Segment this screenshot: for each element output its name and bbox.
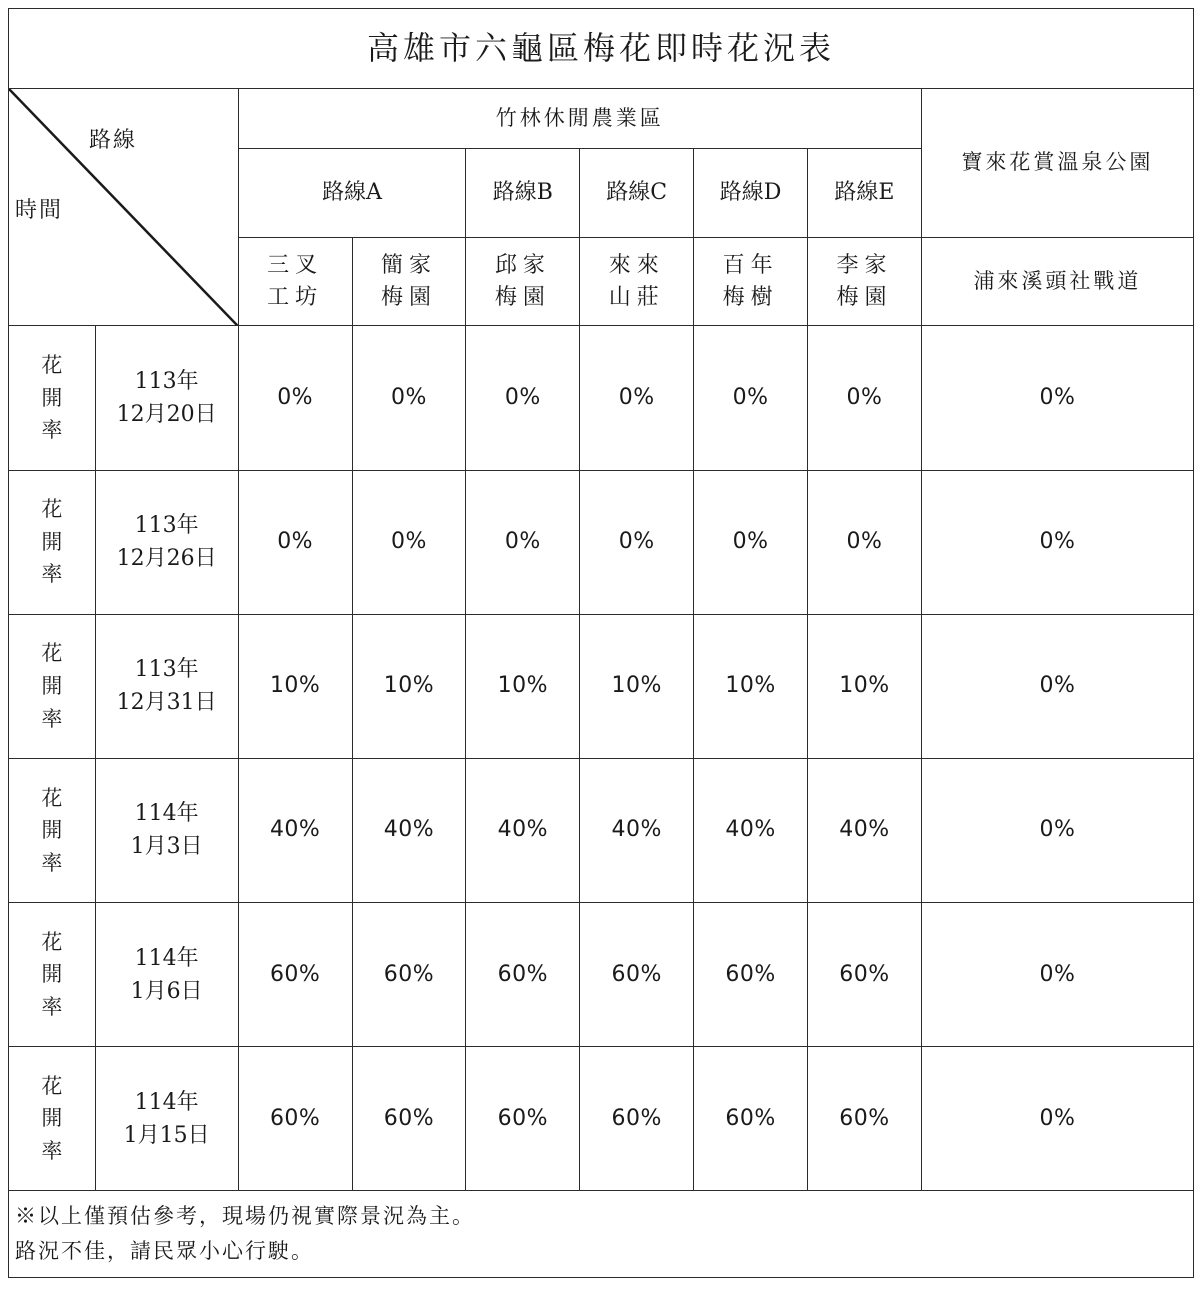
onsen-rate-value: 0% (921, 326, 1193, 470)
date-year: 113年 (134, 369, 199, 395)
bloom-rate-value: 0% (238, 326, 352, 470)
bloom-rate-value: 40% (238, 758, 352, 902)
route-axis-label: 路線 (89, 127, 138, 153)
bloom-rate-value: 40% (694, 758, 808, 902)
onsen-rate-value: 0% (921, 470, 1193, 614)
route-header-c: 路線C (580, 149, 694, 238)
spot-header (352, 237, 466, 326)
bloom-rate-value: 40% (580, 758, 694, 902)
bloom-rate-value: 10% (808, 614, 922, 758)
bloom-rate-value: 0% (352, 470, 466, 614)
spot-name-line: 梅園 (836, 284, 893, 310)
bloom-rate-char: 率 (41, 994, 63, 1019)
spot-name-line: 梅樹 (722, 284, 779, 310)
spot-name-line: 三叉 (267, 252, 324, 278)
bloom-rate-value: 60% (466, 1047, 580, 1191)
date-year: 114年 (134, 1089, 199, 1115)
footer-notes (9, 1191, 1194, 1278)
bloom-rate-value: 60% (808, 902, 922, 1046)
baolai-park-header: 寶來花賞溫泉公園 (921, 88, 1193, 237)
bloom-rate-char: 花 (41, 929, 63, 954)
bloom-rate-char: 開 (41, 674, 63, 698)
date-day: 12月20日 (116, 402, 217, 428)
spot-header (694, 237, 808, 326)
route-header-e: 路線E (808, 149, 922, 238)
bloom-rate-char: 率 (41, 418, 63, 443)
date-day: 1月3日 (130, 834, 203, 860)
date-year: 113年 (134, 513, 199, 539)
bloom-rate-value: 0% (580, 470, 694, 614)
onsen-rate-value: 0% (921, 902, 1193, 1046)
bloom-rate-value: 0% (580, 326, 694, 470)
date-year: 114年 (134, 801, 199, 827)
date-day: 12月26日 (116, 546, 217, 572)
bloom-rate-label (9, 470, 96, 614)
bloom-rate-value: 0% (694, 326, 808, 470)
bloom-rate-value: 60% (238, 902, 352, 1046)
date-year: 114年 (134, 945, 199, 971)
bloom-rate-char: 開 (41, 385, 63, 410)
bloom-rate-value: 10% (694, 614, 808, 758)
route-header-a: 路線A (238, 149, 466, 238)
bloom-rate-char: 花 (41, 353, 63, 378)
bloom-rate-value: 60% (466, 902, 580, 1046)
spot-name-line: 百年 (722, 252, 779, 278)
bloom-rate-value: 10% (580, 614, 694, 758)
onsen-rate-value: 0% (921, 614, 1193, 758)
route-header-b: 路線B (466, 149, 580, 238)
table-row (9, 1047, 1194, 1191)
bloom-rate-value: 0% (238, 470, 352, 614)
time-axis-label: 時間 (15, 197, 64, 223)
date-cell (95, 470, 238, 614)
table-row (9, 614, 1194, 758)
bloom-rate-label (9, 1047, 96, 1191)
date-day: 1月15日 (123, 1122, 210, 1148)
bloom-rate-value: 60% (580, 1047, 694, 1191)
date-day: 12月31日 (116, 690, 217, 716)
bloom-status-sheet (8, 8, 1194, 1278)
bloom-rate-char: 開 (41, 1106, 63, 1131)
bloom-rate-value: 10% (466, 614, 580, 758)
bloom-rate-char: 開 (41, 962, 63, 987)
bloom-rate-value: 60% (694, 902, 808, 1046)
onsen-spot-header: 浦來溪頭社戰道 (921, 237, 1193, 326)
table-row (9, 470, 1194, 614)
bloom-rate-label (9, 758, 96, 902)
date-cell (95, 902, 238, 1046)
table-row (9, 902, 1194, 1046)
bloom-rate-label (9, 614, 96, 758)
table-title: 高雄市六龜區梅花即時花況表 (9, 9, 1194, 89)
bloom-rate-value: 0% (808, 470, 922, 614)
date-cell (95, 614, 238, 758)
spot-name-line: 李家 (836, 252, 893, 278)
spot-header (238, 237, 352, 326)
bloom-rate-value: 60% (808, 1047, 922, 1191)
spot-header (808, 237, 922, 326)
bloom-rate-value: 10% (238, 614, 352, 758)
bloom-rate-value: 60% (694, 1047, 808, 1191)
bloom-rate-char: 開 (41, 529, 63, 554)
table-row (9, 326, 1194, 470)
bloom-rate-value: 0% (466, 470, 580, 614)
onsen-rate-value: 0% (921, 758, 1193, 902)
date-cell (95, 1047, 238, 1191)
route-header-d: 路線D (694, 149, 808, 238)
route-time-corner-header (9, 88, 239, 326)
bloom-rate-value: 60% (352, 902, 466, 1046)
bloom-rate-char: 花 (41, 1073, 63, 1098)
spot-name-line: 梅園 (381, 284, 438, 310)
bloom-rate-value: 40% (808, 758, 922, 902)
zhulin-area-header: 竹林休閒農業區 (238, 88, 921, 148)
bloom-rate-value: 0% (694, 470, 808, 614)
bloom-rate-value: 10% (352, 614, 466, 758)
bloom-rate-char: 開 (41, 818, 63, 843)
bloom-rate-value: 0% (808, 326, 922, 470)
bloom-status-table (8, 8, 1194, 1278)
bloom-rate-label (9, 326, 96, 470)
bloom-rate-value: 0% (466, 326, 580, 470)
bloom-rate-value: 0% (352, 326, 466, 470)
bloom-rate-value: 60% (238, 1047, 352, 1191)
bloom-rate-char: 率 (41, 1138, 63, 1163)
bloom-rate-char: 率 (41, 562, 63, 587)
date-cell (95, 758, 238, 902)
date-cell (95, 326, 238, 470)
bloom-rate-value: 40% (466, 758, 580, 902)
bloom-rate-char: 率 (41, 850, 63, 875)
spot-name-line: 簡家 (381, 252, 438, 278)
bloom-rate-char: 花 (41, 641, 63, 666)
bloom-rate-value: 40% (352, 758, 466, 902)
bloom-rate-char: 花 (41, 497, 63, 522)
bloom-rate-label (9, 902, 96, 1046)
date-year: 113年 (134, 657, 199, 683)
spot-header (580, 237, 694, 326)
footer-disclaimer: ※以上僅預估參考，現場仍視實際景況為主。 (15, 1204, 475, 1229)
spot-header (466, 237, 580, 326)
onsen-rate-value: 0% (921, 1047, 1193, 1191)
footer-road-warning: 路況不佳，請民眾小心行駛。 (15, 1239, 314, 1264)
bloom-rate-value: 60% (580, 902, 694, 1046)
table-row (9, 758, 1194, 902)
bloom-rate-char: 花 (41, 785, 63, 810)
spot-name-line: 山莊 (608, 284, 665, 310)
spot-name-line: 梅園 (494, 284, 551, 310)
spot-name-line: 邱家 (494, 252, 551, 278)
bloom-rate-char: 率 (41, 706, 63, 731)
spot-name-line: 來來 (608, 252, 665, 278)
bloom-rate-value: 60% (352, 1047, 466, 1191)
date-day: 1月6日 (130, 978, 203, 1004)
spot-name-line: 工坊 (267, 284, 324, 310)
